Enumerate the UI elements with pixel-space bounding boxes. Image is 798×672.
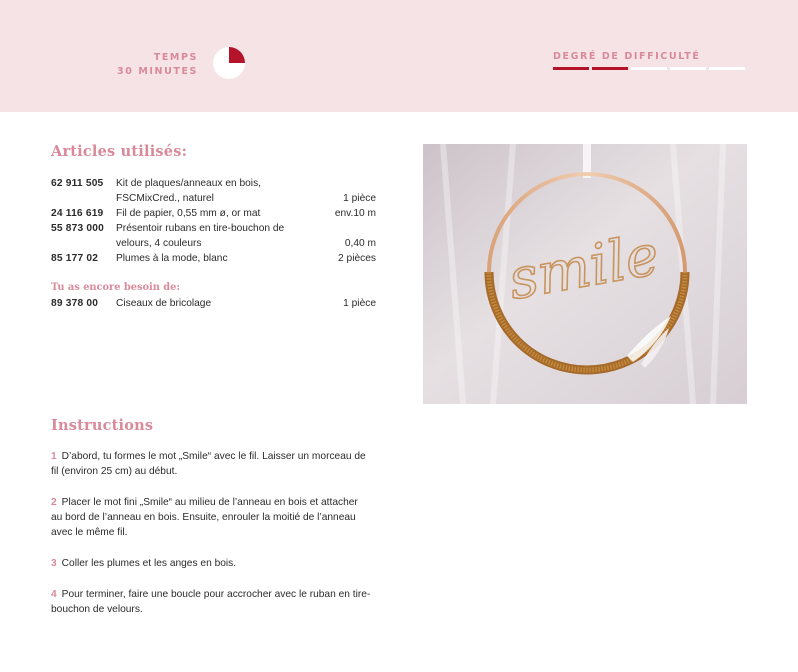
step-number: 1 xyxy=(51,451,57,462)
article-quantity: env.10 m xyxy=(334,208,376,219)
difficulty-label: DEGRÉ DE DIFFICULTÉ xyxy=(553,51,701,62)
article-number: 24 116 619 xyxy=(51,208,104,219)
instruction-step xyxy=(51,495,371,541)
article-description: Plumes à la mode, blanc xyxy=(116,253,228,264)
wire-word: smile xyxy=(503,222,664,313)
instructions-list xyxy=(51,449,371,633)
instructions-title: Instructions xyxy=(51,417,154,434)
step-text: D’abord, tu formes le mot „Smile“ avec le fil. Laisser un morceau de fil (environ 25 cm) au début. xyxy=(51,451,366,478)
instruction-step xyxy=(51,449,371,480)
article-row xyxy=(51,251,376,266)
article-row xyxy=(51,296,376,311)
clock-icon xyxy=(212,46,246,80)
difficulty-bars xyxy=(553,67,745,70)
difficulty-bar xyxy=(592,67,628,70)
time-fraction-wedge xyxy=(229,47,245,63)
article-row xyxy=(51,221,376,251)
also-needed-title: Tu as encore besoin de: xyxy=(51,282,180,293)
step-text: Placer le mot fini „Smile“ au milieu de l’anneau en bois et attacher au bord de l’anneau en bois. Ensuite, enrouler la moitié de l’anneau avec le même fil. xyxy=(51,496,358,539)
articles-title: Articles utilisés: xyxy=(51,143,188,160)
instruction-step xyxy=(51,587,371,618)
article-description: Kit de plaques/anneaux en bois, FSCMixCred., naturel xyxy=(116,178,261,204)
step-number: 4 xyxy=(51,588,57,600)
article-row xyxy=(51,206,376,221)
difficulty-indicator xyxy=(553,51,745,70)
step-text: Coller les plumes et les anges en bois. xyxy=(61,558,237,570)
difficulty-bar xyxy=(553,67,589,70)
articles-list xyxy=(51,176,376,311)
article-quantity: 0,40 m xyxy=(344,238,376,249)
difficulty-bar xyxy=(670,67,706,70)
step-number: 3 xyxy=(51,558,57,570)
article-description: Présentoir rubans en tire-bouchon de velours, 4 couleurs xyxy=(116,223,285,249)
article-quantity: 1 pièce xyxy=(343,298,376,309)
product-photo xyxy=(423,144,747,404)
article-quantity: 2 pièces xyxy=(338,253,376,264)
article-number: 55 873 000 xyxy=(51,223,104,234)
article-description: Fil de papier, 0,55 mm ø, or mat xyxy=(116,208,261,219)
article-number: 85 177 02 xyxy=(51,253,99,264)
article-number: 62 911 505 xyxy=(51,178,104,189)
step-text: Pour terminer, faire une boucle pour accrocher avec le ruban en tire-bouchon de velours. xyxy=(51,588,371,615)
article-number: 89 378 00 xyxy=(51,298,99,309)
time-label: TEMPS xyxy=(153,52,198,63)
article-description: Ciseaux de bricolage xyxy=(116,298,212,309)
article-row xyxy=(51,176,376,206)
difficulty-bar xyxy=(709,67,745,70)
step-number: 2 xyxy=(51,496,57,508)
instruction-step xyxy=(51,556,371,571)
time-info xyxy=(117,51,198,79)
article-quantity: 1 pièce xyxy=(343,193,376,204)
difficulty-bar xyxy=(631,67,667,70)
header-band xyxy=(0,0,798,112)
time-value: 30 MINUTES xyxy=(117,66,198,77)
